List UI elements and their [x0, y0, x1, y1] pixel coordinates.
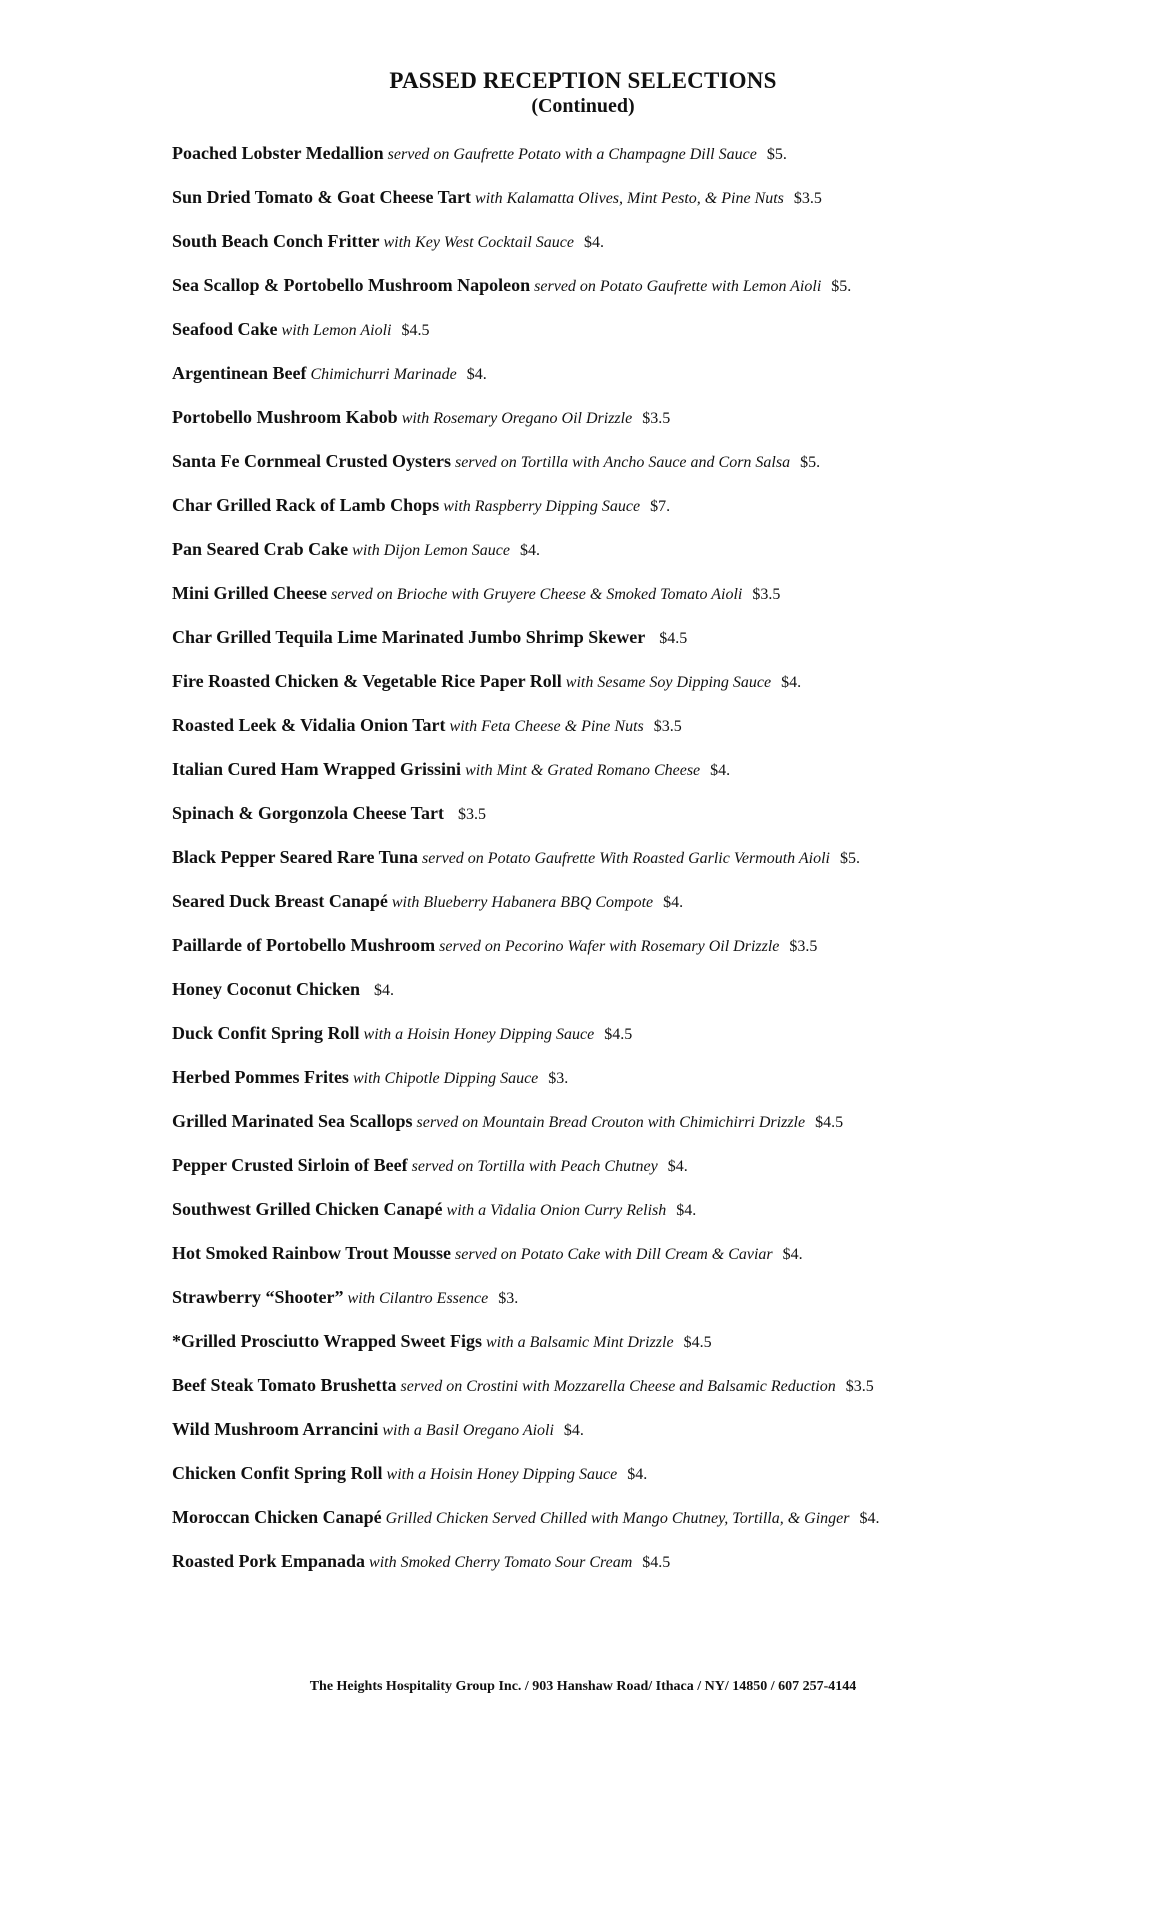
menu-item-price: $4.5 — [401, 322, 430, 339]
menu-item — [172, 1197, 1132, 1241]
menu-item-name: Herbed Pommes Frites — [172, 1067, 349, 1087]
menu-item — [172, 493, 1132, 537]
menu-item-price: $4. — [563, 1422, 584, 1439]
menu-item-name: Portobello Mushroom Kabob — [172, 407, 398, 427]
menu-item-name: Roasted Pork Empanada — [172, 1551, 366, 1571]
menu-item — [172, 185, 1132, 229]
menu-item-description: with a Basil Oregano Aioli — [382, 1422, 554, 1439]
menu-item — [172, 1373, 1132, 1417]
menu-item-description: with Rosemary Oregano Oil Drizzle — [401, 410, 633, 427]
menu-item-price: $4.5 — [642, 1554, 671, 1571]
menu-item-name: Sea Scallop & Portobello Mushroom Napoleon — [172, 275, 531, 295]
page-title: PASSED RECEPTION SELECTIONS — [389, 68, 777, 93]
menu-item-description: served on Tortilla with Ancho Sauce and Corn Salsa — [454, 454, 791, 471]
menu-item-price: $4.5 — [659, 630, 688, 647]
menu-item-description: served on Gaufrette Potato with a Champagne Dill Sauce — [387, 146, 757, 163]
menu-item-description: with Dijon Lemon Sauce — [352, 542, 510, 559]
menu-item-name: Pepper Crusted Sirloin of Beef — [172, 1155, 408, 1175]
menu-item-name: Strawberry “Shooter” — [172, 1287, 344, 1307]
menu-item — [172, 933, 1132, 977]
menu-item-price: $4. — [781, 674, 802, 691]
menu-item-description: with Mint & Grated Romano Cheese — [465, 762, 701, 779]
menu-item — [172, 1329, 1132, 1373]
menu-item — [172, 845, 1132, 889]
menu-item — [172, 361, 1132, 405]
menu-item-price: $3.5 — [458, 806, 487, 823]
menu-item — [172, 889, 1132, 933]
menu-item — [172, 141, 1132, 185]
menu-item — [172, 801, 1132, 845]
menu-item-description: with a Vidalia Onion Curry Relish — [446, 1202, 667, 1219]
menu-item — [172, 273, 1132, 317]
menu-item-price: $5. — [831, 278, 852, 295]
menu-item-price: $4. — [710, 762, 731, 779]
menu-item-name: Italian Cured Ham Wrapped Grissini — [172, 759, 462, 779]
menu-item — [172, 713, 1132, 757]
menu-item-name: Argentinean Beef — [172, 363, 307, 383]
menu-item-price: $4. — [782, 1246, 803, 1263]
menu-item-name: Paillarde of Portobello Mushroom — [172, 935, 436, 955]
menu-item-description: with a Balsamic Mint Drizzle — [486, 1334, 674, 1351]
menu-item-name: Seafood Cake — [172, 319, 278, 339]
page-footer: The Heights Hospitality Group Inc. / 903 Hanshaw Road/ Ithaca / NY/ 14850 / 607 257-4144 — [309, 1679, 857, 1694]
menu-item-description: with Kalamatta Olives, Mint Pesto, & Pine Nuts — [475, 190, 784, 207]
menu-item-name: Fire Roasted Chicken & Vegetable Rice Paper Roll — [172, 671, 562, 691]
menu-item — [172, 1505, 1132, 1549]
menu-item-description: with a Hoisin Honey Dipping Sauce — [363, 1026, 595, 1043]
menu-item-price: $5. — [800, 454, 821, 471]
menu-item-description: served on Tortilla with Peach Chutney — [411, 1158, 658, 1175]
menu-item-description: with Sesame Soy Dipping Sauce — [565, 674, 772, 691]
menu-item-name: Beef Steak Tomato Brushetta — [172, 1375, 397, 1395]
menu-item — [172, 1285, 1132, 1329]
menu-item-price: $4. — [859, 1510, 880, 1527]
menu-item-description: with a Hoisin Honey Dipping Sauce — [386, 1466, 618, 1483]
menu-item-name: Grilled Marinated Sea Scallops — [172, 1111, 413, 1131]
menu-item — [172, 317, 1132, 361]
menu-item-description: Chimichurri Marinade — [310, 366, 457, 383]
menu-item-price: $4.5 — [604, 1026, 633, 1043]
menu-list — [172, 141, 1132, 1593]
menu-item-description: served on Pecorino Wafer with Rosemary Oil Drizzle — [439, 938, 780, 955]
menu-item-description: served on Brioche with Gruyere Cheese & Smoked Tomato Aioli — [330, 586, 743, 603]
menu-item — [172, 449, 1132, 493]
menu-item-price: $3. — [548, 1070, 569, 1087]
menu-item-price: $7. — [650, 498, 671, 515]
menu-item — [172, 757, 1132, 801]
menu-item-name: Hot Smoked Rainbow Trout Mousse — [172, 1243, 452, 1263]
menu-item-price: $4.5 — [815, 1114, 844, 1131]
menu-item-price: $3.5 — [752, 586, 781, 603]
menu-item-price: $3. — [498, 1290, 519, 1307]
menu-item-description: with Lemon Aioli — [281, 322, 392, 339]
menu-item-description: with Chipotle Dipping Sauce — [352, 1070, 539, 1087]
menu-item — [172, 581, 1132, 625]
menu-item-description: with Blueberry Habanera BBQ Compote — [391, 894, 654, 911]
menu-item-price: $4. — [374, 982, 395, 999]
menu-item-name: Chicken Confit Spring Roll — [172, 1463, 383, 1483]
menu-item-description: Grilled Chicken Served Chilled with Mango Chutney, Tortilla, & Ginger — [385, 1510, 850, 1527]
menu-item — [172, 537, 1132, 581]
menu-item-price: $3.5 — [653, 718, 682, 735]
menu-item-name: Spinach & Gorgonzola Cheese Tart — [172, 803, 445, 823]
menu-item-name: Poached Lobster Medallion — [172, 143, 384, 163]
menu-item — [172, 1461, 1132, 1505]
menu-item-price: $4. — [583, 234, 604, 251]
menu-item-description: with Cilantro Essence — [347, 1290, 489, 1307]
menu-item-price: $3.5 — [845, 1378, 874, 1395]
menu-item-price: $4. — [627, 1466, 648, 1483]
menu-item-description: with Feta Cheese & Pine Nuts — [449, 718, 644, 735]
menu-item-price: $4.5 — [683, 1334, 712, 1351]
menu-item-name: Pan Seared Crab Cake — [172, 539, 349, 559]
menu-item — [172, 229, 1132, 273]
menu-item-price: $3.5 — [789, 938, 818, 955]
menu-item — [172, 625, 1132, 669]
menu-item-price: $5. — [840, 850, 860, 867]
menu-item-price: $3.5 — [793, 190, 822, 207]
menu-item-description: served on Potato Gaufrette With Roasted Garlic Vermouth Aioli — [422, 850, 830, 867]
menu-item-description: served on Mountain Bread Crouton with Chimichirri Drizzle — [416, 1114, 806, 1131]
menu-item — [172, 1549, 1132, 1593]
menu-item — [172, 1153, 1132, 1197]
menu-item-description: with Key West Cocktail Sauce — [383, 234, 574, 251]
menu-item-description: with Smoked Cherry Tomato Sour Cream — [369, 1554, 633, 1571]
menu-item-name: Sun Dried Tomato & Goat Cheese Tart — [172, 187, 472, 207]
menu-item-description: served on Crostini with Mozzarella Cheese and Balsamic Reduction — [400, 1378, 836, 1395]
menu-item-name: Southwest Grilled Chicken Canapé — [172, 1199, 443, 1219]
page-header — [0, 68, 1166, 118]
menu-item-name: Char Grilled Rack of Lamb Chops — [172, 495, 440, 515]
menu-item-price: $3.5 — [642, 410, 671, 427]
menu-item-name: Duck Confit Spring Roll — [172, 1023, 360, 1043]
menu-item — [172, 1065, 1132, 1109]
menu-item-price: $4. — [466, 366, 487, 383]
menu-item-name: Santa Fe Cornmeal Crusted Oysters — [172, 451, 451, 471]
menu-item-price: $4. — [676, 1202, 697, 1219]
menu-item — [172, 405, 1132, 449]
menu-item-name: Mini Grilled Cheese — [172, 583, 327, 603]
menu-item-description: served on Potato Cake with Dill Cream & Caviar — [455, 1246, 773, 1263]
menu-item-name: *Grilled Prosciutto Wrapped Sweet Figs — [172, 1331, 482, 1351]
page-subtitle: (Continued) — [531, 95, 635, 117]
menu-item-name: Char Grilled Tequila Lime Marinated Jumbo Shrimp Skewer — [172, 627, 646, 647]
menu-item-name: Moroccan Chicken Canapé — [172, 1507, 382, 1527]
menu-item-name: Honey Coconut Chicken — [172, 979, 361, 999]
menu-item-name: Roasted Leek & Vidalia Onion Tart — [172, 715, 446, 735]
menu-item-name: Black Pepper Seared Rare Tuna — [172, 847, 419, 867]
menu-item-price: $4. — [667, 1158, 688, 1175]
menu-item — [172, 1241, 1132, 1285]
menu-item — [172, 977, 1132, 1021]
menu-item-name: South Beach Conch Fritter — [172, 231, 380, 251]
menu-item — [172, 1109, 1132, 1153]
menu-item — [172, 1021, 1132, 1065]
menu-item-description: served on Potato Gaufrette with Lemon Aioli — [534, 278, 822, 295]
menu-item-description: with Raspberry Dipping Sauce — [443, 498, 641, 515]
menu-item-name: Wild Mushroom Arrancini — [172, 1419, 379, 1439]
menu-item-price: $5. — [766, 146, 787, 163]
menu-item — [172, 669, 1132, 713]
menu-item-price: $4. — [663, 894, 684, 911]
menu-item-name: Seared Duck Breast Canapé — [172, 891, 388, 911]
menu-item — [172, 1417, 1132, 1461]
menu-item-price: $4. — [519, 542, 540, 559]
